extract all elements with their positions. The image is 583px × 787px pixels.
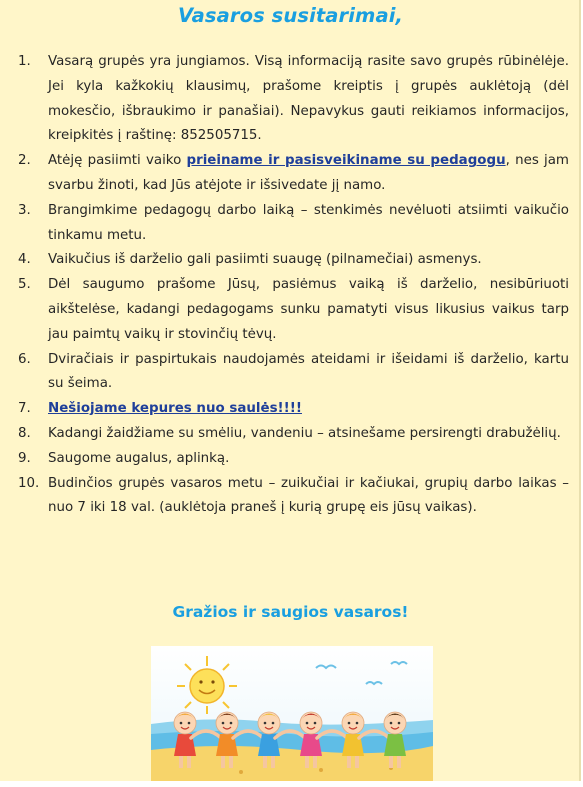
rule-text <box>48 149 569 199</box>
rule-text-segment: Budinčios grupės vasaros metu – zuikučiai ir kačiukai, grupių darbo laikas – nuo 7 iki 18 val. (auklėtoja praneš į kurią grupę eis jūsų vaikas). <box>48 475 569 516</box>
rule-text <box>48 348 569 398</box>
closing-message: Gražios ir saugios vasaros! <box>172 603 409 621</box>
rule-number: 7. <box>18 401 31 417</box>
rule-item <box>18 149 569 199</box>
rule-text <box>48 199 569 249</box>
summer-kids-beach-illustration <box>151 646 433 781</box>
rule-number: 3. <box>18 202 31 218</box>
rule-text-segment: , nes jam svarbu žinoti, kad Jūs atėjote ir išsivedate jį namo. <box>48 153 569 193</box>
rule-text <box>48 248 569 273</box>
rule-text <box>48 422 569 447</box>
rule-number: 2. <box>18 153 31 169</box>
rule-item <box>18 348 569 398</box>
rule-text <box>48 50 569 149</box>
rule-text-segment: Brangimkime pedagogų darbo laiką – stenkimės nevėluoti atsiimti vaikučio tinkamu metu. <box>48 202 569 243</box>
rules-list <box>18 50 569 521</box>
rule-text-segment: Dėl saugumo prašome Jūsų, pasiėmus vaiką iš darželio, nesibūriuoti aikštelėse, kadangi pedagogams sunku pamatyti visus likusius vaikus tarp jau paimtų vaikų ir stovinčių tėvų. <box>48 277 569 342</box>
page-title: Vasaros susitarimai, <box>177 4 404 27</box>
rule-text-segment: Kadangi žaidžiame su smėliu, vandeniu – atsinešame persirengti drabužėlių. <box>48 425 561 441</box>
rule-item <box>18 273 569 347</box>
rule-item <box>18 248 569 273</box>
rule-number: 6. <box>18 351 31 367</box>
rule-number: 8. <box>18 425 31 441</box>
rule-number: 10. <box>18 475 40 491</box>
rule-item <box>18 397 569 422</box>
rule-text-segment: Vaikučius iš darželio gali pasiimti suaugę (pilnamečiai) asmenys. <box>48 252 482 268</box>
rule-text-segment: Saugome augalus, aplinką. <box>48 450 230 466</box>
rule-item <box>18 447 569 472</box>
rule-text <box>48 273 569 347</box>
rule-text <box>48 472 569 522</box>
rule-item <box>18 199 569 249</box>
rule-text-segment: Dviračiais ir paspirtukais naudojamės ateidami ir išeidami iš darželio, kartu su šeima. <box>48 351 569 392</box>
emphasis-link[interactable]: prieiname ir pasisveikiname su pedagogu <box>186 153 506 169</box>
rule-number: 9. <box>18 450 31 466</box>
rule-item <box>18 472 569 522</box>
rule-text-segment: Vasarą grupės yra jungiamos. Visą informaciją rasite savo grupės rūbinėlėje. Jei kyla kažkokių klausimų, prašome kreiptis į grupės auklėtoją (dėl mokesčio, išbraukimo ir panašiai). Nepavykus gauti reikiamos informacijos, kreipkitės į raštinę: 852505715. <box>48 54 569 144</box>
rule-text-segment: Atėję pasiimti vaiko <box>48 153 187 169</box>
rule-number: 4. <box>18 252 31 268</box>
rule-text <box>48 447 569 472</box>
rule-item <box>18 50 569 149</box>
rule-text <box>48 397 569 422</box>
emphasis-link[interactable]: Nešiojame kepures nuo saulės!!!! <box>48 401 302 417</box>
rule-item <box>18 422 569 447</box>
rule-number: 5. <box>18 277 31 293</box>
rule-number: 1. <box>18 54 31 69</box>
